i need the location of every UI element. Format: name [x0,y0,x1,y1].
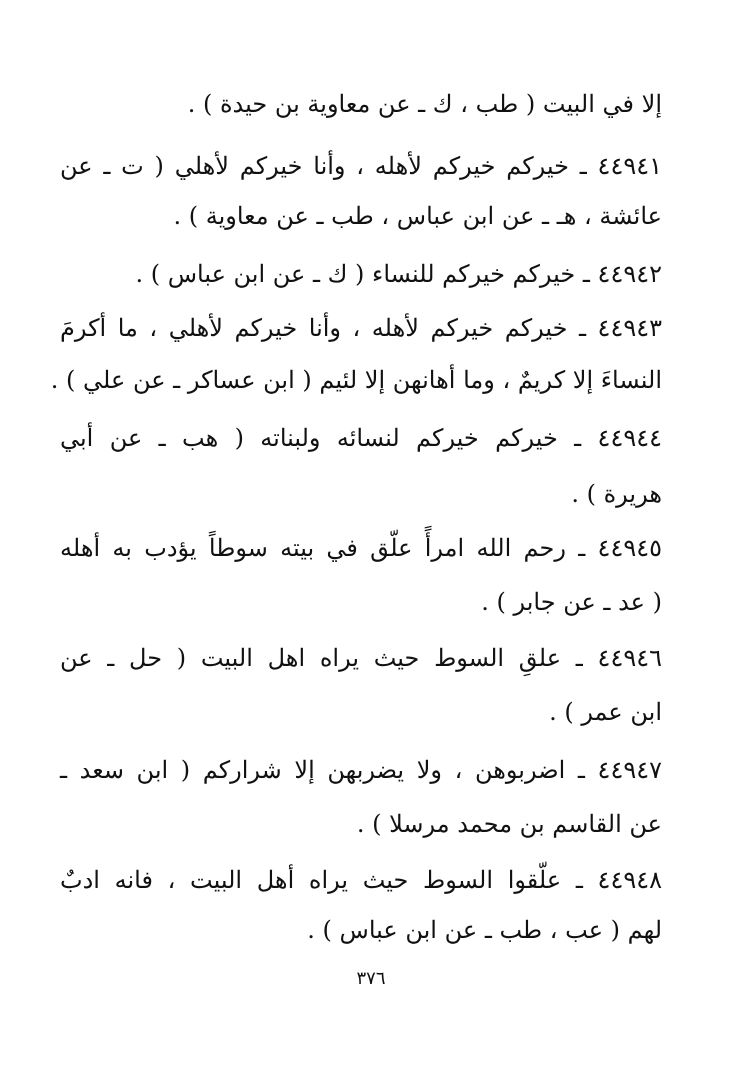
hadith-44945-line-1: ٤٤٩٤٥ ـ رحم الله امرأً علّق في بيته سوطاً يؤدب به أهله [60,534,662,562]
hadith-44948-line-1: ٤٤٩٤٨ ـ علّقوا السوط حيث يراه أهل البيت ، فانه ادبٌ [60,866,662,894]
hadith-44948-line-2: لهم ( عب ، طب ـ عن ابن عباس ) . [307,916,662,944]
hadith-44944-line-1: ٤٤٩٤٤ ـ خيركم خيركم لنسائه ولبناته ( هب ـ عن أبي [60,424,662,452]
hadith-44941-line-1: ٤٤٩٤١ ـ خيركم خيركم لأهله ، وأنا خيركم لأهلي ( ت ـ عن [60,152,662,180]
hadith-44943-line-2: النساءَ إلا كريمٌ ، وما أهانهن إلا لئيم ( ابن عساكر ـ عن علي ) . [50,366,662,394]
hadith-44947-line-2: عن القاسم بن محمد مرسلا ) . [356,810,662,838]
hadith-44941-line-2: عائشة ، هـ ـ عن ابن عباس ، طب ـ عن معاوية ) . [173,202,662,230]
hadith-44947-line-1: ٤٤٩٤٧ ـ اضربوهن ، ولا يضربهن إلا شراركم ( ابن سعد ـ [60,756,662,784]
page-number: ٣٧٦ [356,968,386,989]
hadith-44943-line-1: ٤٤٩٤٣ ـ خيركم خيركم لأهله ، وأنا خيركم لأهلي ، ما أكرمَ [60,314,662,342]
hadith-44944-line-2: هريرة ) . [571,480,662,508]
hadith-44946-line-2: ابن عمر ) . [549,698,662,726]
text-line-1: إلا في البيت ( طب ، ك ـ عن معاوية بن حيدة ) . [187,90,662,118]
hadith-44945-line-2: ( عد ـ عن جابر ) . [481,588,662,616]
hadith-44946-line-1: ٤٤٩٤٦ ـ علقِ السوط حيث يراه اهل البيت ( حل ـ عن [60,644,662,672]
hadith-44942-line-1: ٤٤٩٤٢ ـ خيركم خيركم للنساء ( ك ـ عن ابن عباس ) . [135,260,662,288]
